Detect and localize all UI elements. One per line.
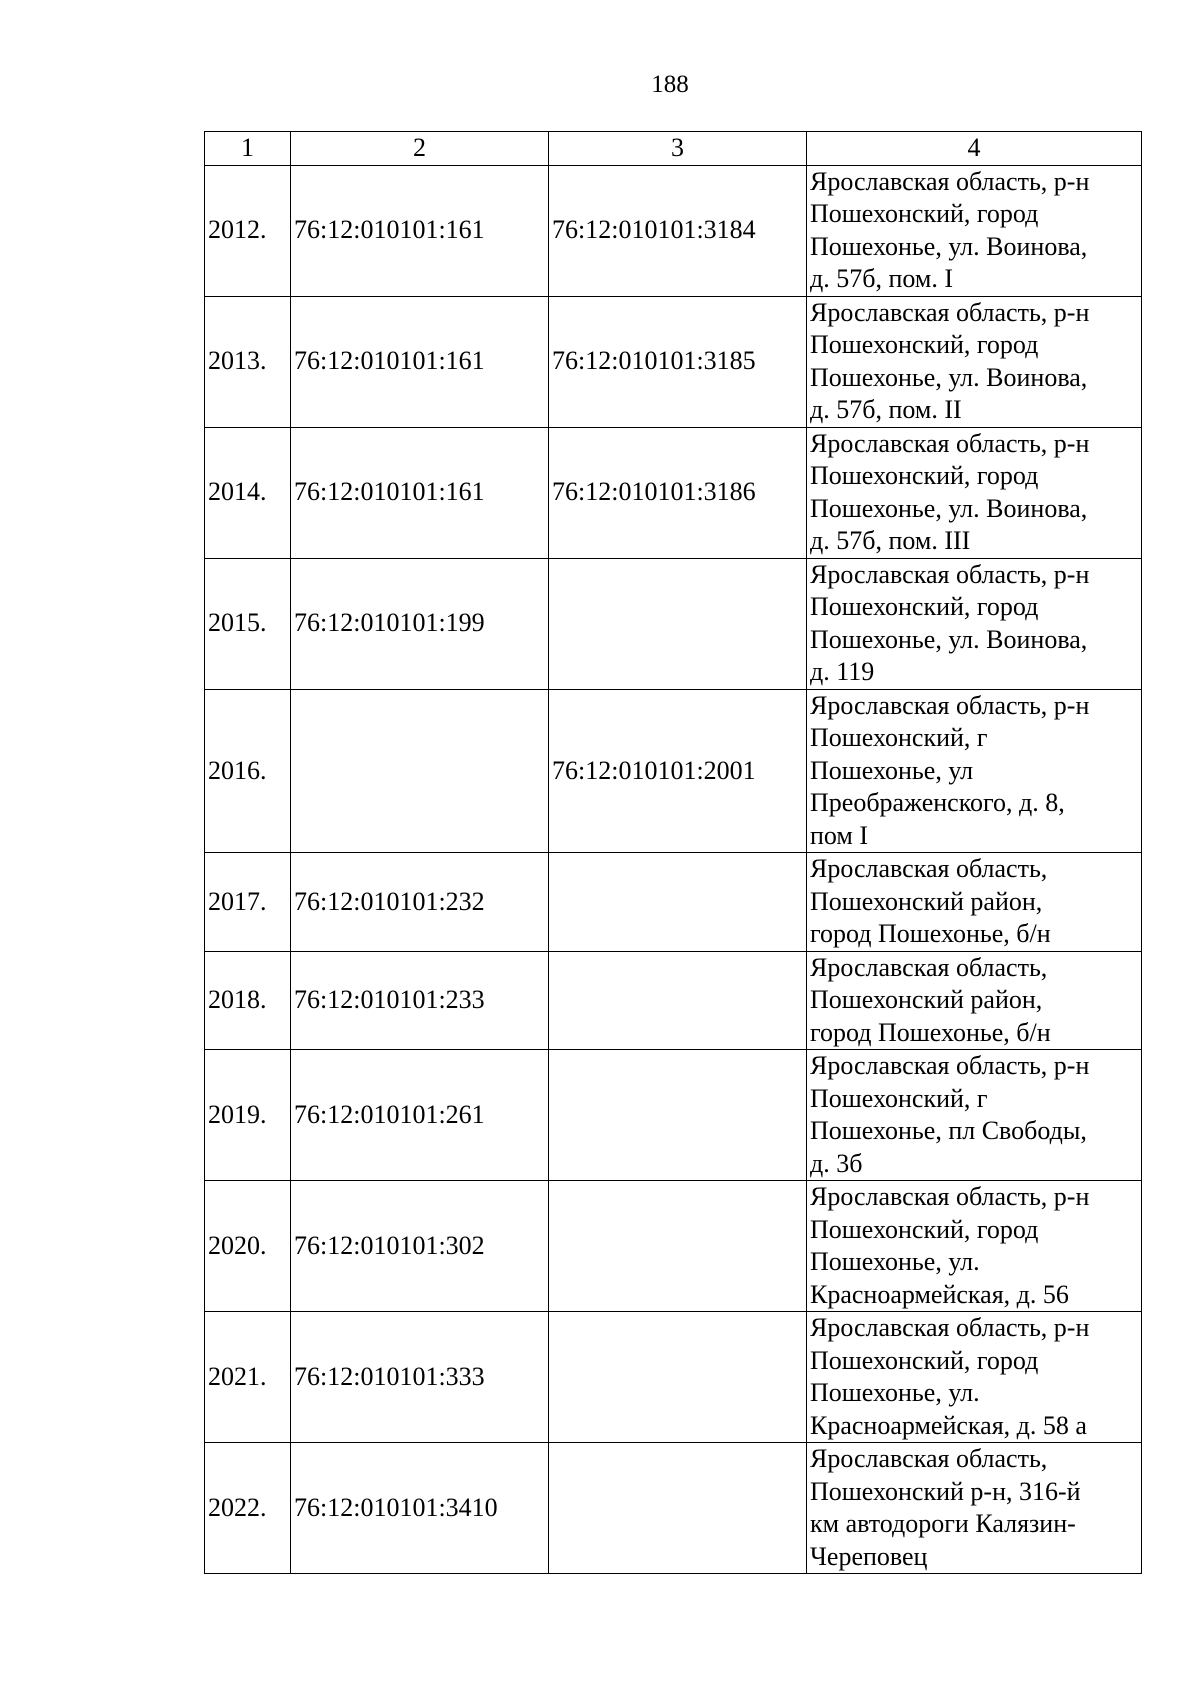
table-row <box>205 1443 1142 1574</box>
address-line: Пошехонский, город <box>810 199 1039 228</box>
address-line: город Пошехонье, б/н <box>810 1017 1051 1047</box>
column-header-4: 4 <box>807 132 1142 166</box>
address-line: Пошехонье, ул. Воинова, <box>810 362 1088 392</box>
row-number-cell: 2016. <box>205 689 291 853</box>
address-line: Пошехонский, г <box>810 1083 988 1113</box>
table-row <box>205 427 1142 558</box>
row-number-cell: 2018. <box>205 951 291 1050</box>
table-row <box>205 1181 1142 1312</box>
address-line: д. 57б, пом. III <box>810 526 971 555</box>
address-line: Красноармейская, д. 58 а <box>810 1410 1087 1440</box>
address-line: д. 57б, пом. I <box>810 264 953 293</box>
parcel-cadastral-number-cell: 76:12:010101:3410 <box>291 1443 549 1574</box>
address-line: Преображенского, д. 8, <box>810 788 1065 817</box>
address-cell <box>807 296 1142 427</box>
address-cell <box>807 1181 1142 1312</box>
table-row <box>205 1312 1142 1443</box>
table-row <box>205 689 1142 853</box>
address-cell <box>807 558 1142 689</box>
column-header-1: 1 <box>205 132 291 166</box>
address-cell <box>807 853 1142 952</box>
address-cell <box>807 1312 1142 1443</box>
parcel-cadastral-number-cell <box>291 689 549 853</box>
address-line: Пошехонье, ул. <box>810 1378 980 1407</box>
table-row <box>205 853 1142 952</box>
row-number-cell: 2014. <box>205 427 291 558</box>
address-line: Пошехонский, город <box>810 461 1039 490</box>
address-line: пом I <box>810 820 869 850</box>
address-cell <box>807 1050 1142 1181</box>
object-cadastral-number-cell <box>549 1312 807 1443</box>
parcel-cadastral-number-cell: 76:12:010101:161 <box>291 427 549 558</box>
object-cadastral-number-cell <box>549 1050 807 1181</box>
address-line: Пошехонский район, <box>810 985 1043 1014</box>
address-line: Пошехонье, ул. Воинова, <box>810 231 1088 261</box>
row-number-cell: 2015. <box>205 558 291 689</box>
address-cell <box>807 165 1142 296</box>
page-number: 188 <box>651 71 689 98</box>
address-line: Пошехонский р-н, 316-й <box>810 1476 1081 1506</box>
column-header-2: 2 <box>291 132 549 166</box>
address-line: д. 119 <box>810 657 875 686</box>
address-line: км автодороги Калязин- <box>810 1509 1076 1538</box>
object-cadastral-number-cell: 76:12:010101:2001 <box>549 689 807 853</box>
address-line: Ярославская область, р-н <box>810 1051 1090 1080</box>
object-cadastral-number-cell <box>549 951 807 1050</box>
parcel-cadastral-number-cell: 76:12:010101:199 <box>291 558 549 689</box>
address-line: Ярославская область, <box>810 854 1048 883</box>
table-row <box>205 558 1142 689</box>
address-line: город Пошехонье, б/н <box>810 919 1051 948</box>
table-row <box>205 1050 1142 1181</box>
parcel-cadastral-number-cell: 76:12:010101:161 <box>291 296 549 427</box>
address-line: Ярославская область, р-н <box>810 297 1090 327</box>
address-line: Ярославская область, р-н <box>810 690 1090 720</box>
row-number-cell: 2020. <box>205 1181 291 1312</box>
address-line: Пошехонский район, <box>810 886 1043 916</box>
address-line: Пошехонский, город <box>810 330 1039 359</box>
address-line: Пошехонье, ул <box>810 755 974 785</box>
address-cell <box>807 427 1142 558</box>
address-line: Ярославская область, р-н <box>810 428 1090 458</box>
address-line: Пошехонский, город <box>810 592 1039 621</box>
parcel-cadastral-number-cell: 76:12:010101:333 <box>291 1312 549 1443</box>
address-line: д. 3б <box>810 1148 863 1178</box>
address-line: Пошехонье, ул. <box>810 1247 980 1276</box>
object-cadastral-number-cell: 76:12:010101:3185 <box>549 296 807 427</box>
parcel-cadastral-number-cell: 76:12:010101:261 <box>291 1050 549 1181</box>
parcel-cadastral-number-cell: 76:12:010101:232 <box>291 853 549 952</box>
object-cadastral-number-cell <box>549 1443 807 1574</box>
address-line: д. 57б, пом. II <box>810 395 962 424</box>
address-cell <box>807 689 1142 853</box>
column-header-3: 3 <box>549 132 807 166</box>
object-cadastral-number-cell <box>549 558 807 689</box>
row-number-cell: 2022. <box>205 1443 291 1574</box>
address-line: Ярославская область, р-н <box>810 166 1090 196</box>
address-line: Красноармейская, д. 56 <box>810 1279 1069 1309</box>
row-number-cell: 2017. <box>205 853 291 952</box>
address-line: Ярославская область, р-н <box>810 1313 1090 1342</box>
address-line: Пошехонский, город <box>810 1345 1039 1375</box>
address-line: Пошехонский, город <box>810 1214 1039 1244</box>
object-cadastral-number-cell <box>549 853 807 952</box>
row-number-cell: 2021. <box>205 1312 291 1443</box>
address-line: Пошехонье, ул. Воинова, <box>810 493 1088 523</box>
address-line: Ярославская область, р-н <box>810 1182 1090 1211</box>
registry-table-body <box>205 132 1142 1574</box>
address-cell <box>807 1443 1142 1574</box>
object-cadastral-number-cell: 76:12:010101:3186 <box>549 427 807 558</box>
row-number-cell: 2013. <box>205 296 291 427</box>
address-cell <box>807 951 1142 1050</box>
object-cadastral-number-cell <box>549 1181 807 1312</box>
column-number-row <box>205 132 1142 166</box>
address-line: Череповец <box>810 1541 928 1571</box>
address-line: Ярославская область, р-н <box>810 559 1090 589</box>
address-line: Ярославская область, <box>810 1444 1048 1473</box>
table-row <box>205 165 1142 296</box>
parcel-cadastral-number-cell: 76:12:010101:161 <box>291 165 549 296</box>
object-cadastral-number-cell: 76:12:010101:3184 <box>549 165 807 296</box>
table-row <box>205 296 1142 427</box>
address-line: Пошехонье, ул. Воинова, <box>810 624 1088 654</box>
row-number-cell: 2019. <box>205 1050 291 1181</box>
table-row <box>205 951 1142 1050</box>
address-line: Пошехонье, пл Свободы, <box>810 1116 1087 1145</box>
address-line: Ярославская область, <box>810 952 1048 982</box>
parcel-cadastral-number-cell: 76:12:010101:233 <box>291 951 549 1050</box>
parcel-cadastral-number-cell: 76:12:010101:302 <box>291 1181 549 1312</box>
registry-table <box>204 131 1142 1574</box>
row-number-cell: 2012. <box>205 165 291 296</box>
address-line: Пошехонский, г <box>810 723 988 752</box>
